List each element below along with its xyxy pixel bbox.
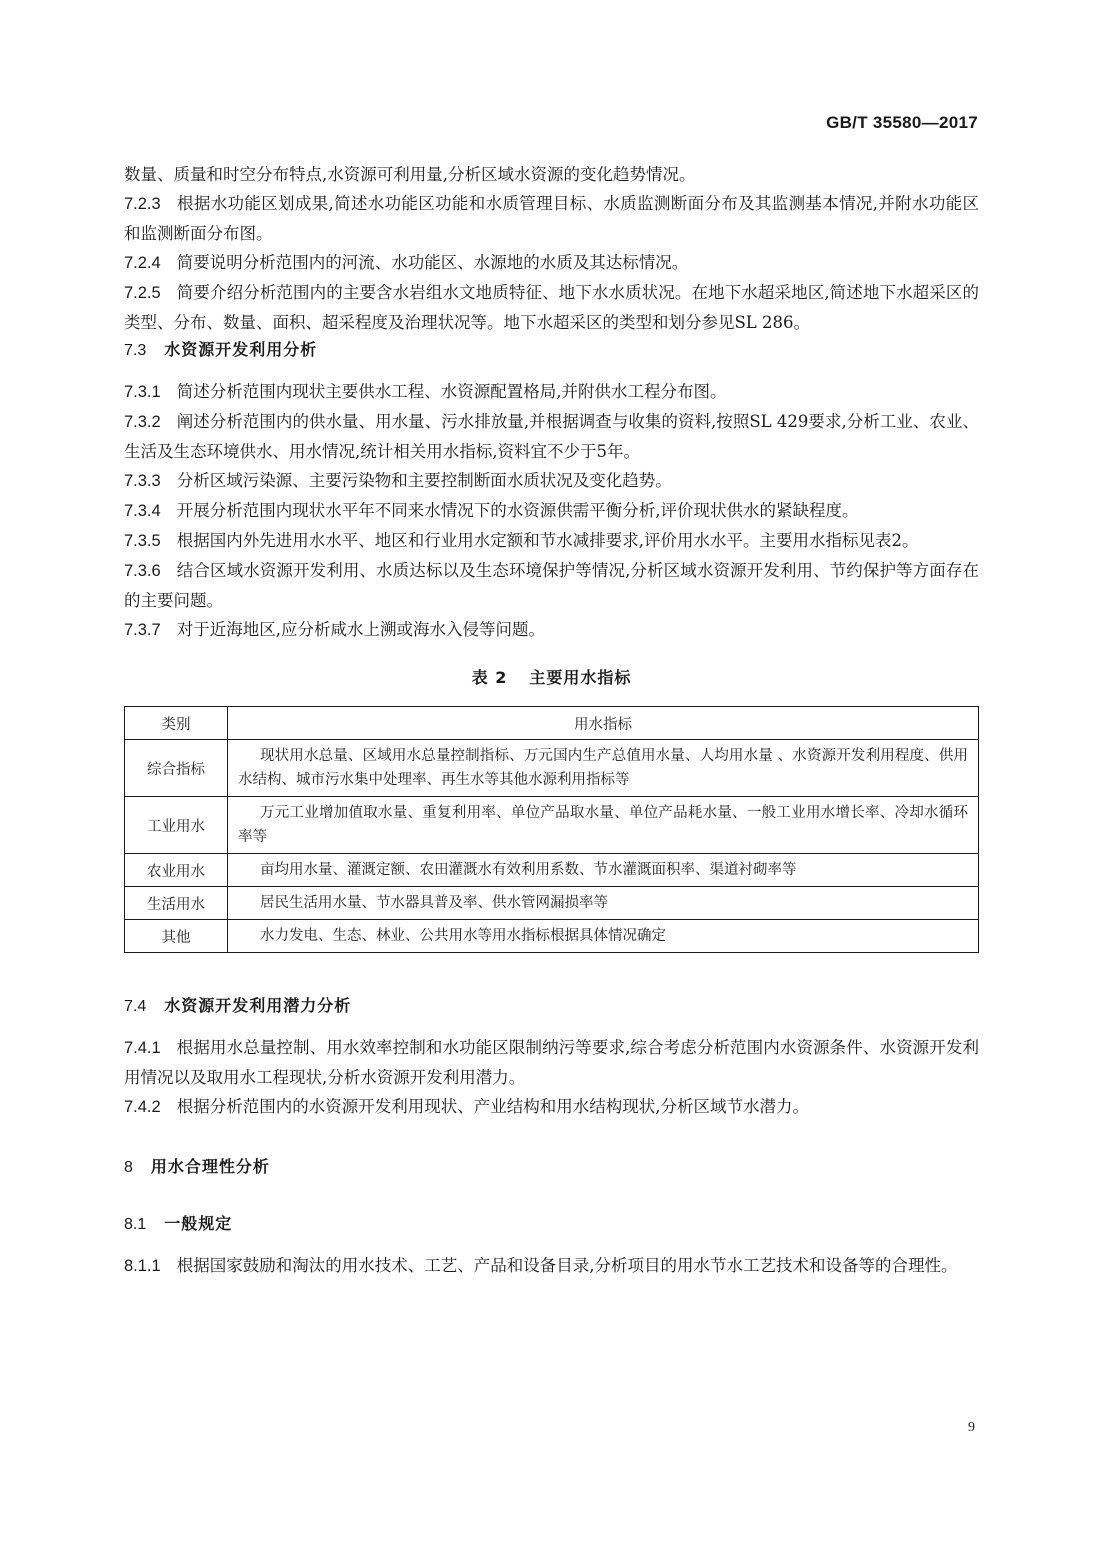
clause-7-3-3 bbox=[124, 466, 979, 496]
column-header-indicators: 用水指标 bbox=[228, 707, 979, 740]
clause-7-2-3 bbox=[124, 189, 979, 248]
clause-text: 根据用水总量控制、用水效率控制和水功能区限制纳污等要求,综合考虑分析范围内水资源条件、水资源开发利用情况以及取用水工程现状,分析水资源开发利用潜力。 bbox=[124, 1038, 979, 1087]
clause-text: 简要介绍分析范围内的主要含水岩组水文地质特征、地下水水质状况。在地下水超采地区,简述地下水超采区的类型、分布、数量、面积、超采程度及治理状况等。地下水超采区的类型和划分参见SL 286。 bbox=[124, 283, 979, 332]
column-header-category: 类别 bbox=[125, 707, 228, 740]
clause-number: 7.2.4 bbox=[124, 254, 161, 272]
category-cell: 其他 bbox=[125, 920, 228, 953]
indicators-cell: 万元工业增加值取水量、重复利用率、单位产品取水量、单位产品耗水量、一般工业用水增长率、冷却水循环率等 bbox=[228, 797, 979, 854]
table-row bbox=[125, 920, 979, 953]
category-cell: 综合指标 bbox=[125, 740, 228, 797]
table-row bbox=[125, 740, 979, 797]
section-heading-7-4 bbox=[124, 993, 979, 1016]
clause-number: 7.4.1 bbox=[124, 1039, 161, 1057]
clause-7-3-1 bbox=[124, 377, 979, 407]
table-number: 表 2 bbox=[471, 668, 508, 687]
section-heading-7-3 bbox=[124, 337, 979, 360]
section-number: 7.3 bbox=[124, 342, 147, 359]
section-number: 8.1 bbox=[124, 1216, 147, 1233]
clause-7-4-1 bbox=[124, 1033, 979, 1092]
clause-text: 开展分析范围内现状水平年不同来水情况下的水资源供需平衡分析,评价现状供水的紧缺程度。 bbox=[176, 501, 859, 520]
clause-number: 7.2.5 bbox=[124, 284, 161, 302]
clause-number: 7.3.2 bbox=[124, 413, 161, 431]
clause-7-3-5 bbox=[124, 526, 979, 556]
table-caption bbox=[124, 665, 979, 688]
paragraph-text: 数量、质量和时空分布特点,水资源可利用量,分析区域水资源的变化趋势情况。 bbox=[124, 165, 696, 184]
clause-text: 阐述分析范围内的供水量、用水量、污水排放量,并根据调查与收集的资料,按照SL 429要求,分析工业、农业、生活及生态环境供水、用水情况,统计相关用水指标,资料宜不少于5年。 bbox=[124, 412, 979, 461]
category-cell: 农业用水 bbox=[125, 854, 228, 887]
clause-7-4-2 bbox=[124, 1092, 979, 1122]
clause-text: 简要说明分析范围内的河流、水功能区、水源地的水质及其达标情况。 bbox=[176, 253, 689, 272]
clause-number: 7.3.3 bbox=[124, 472, 161, 490]
chapter-number: 8 bbox=[124, 1159, 133, 1176]
chapter-title: 用水合理性分析 bbox=[150, 1157, 270, 1176]
clause-text: 根据水功能区划成果,简述水功能区功能和水质管理目标、水质监测断面分布及其监测基本情况,并附水功能区和监测断面分布图。 bbox=[124, 194, 979, 243]
indicators-cell: 亩均用水量、灌溉定额、农田灌溉水有效利用系数、节水灌溉面积率、渠道衬砌率等 bbox=[228, 854, 979, 887]
clause-7-2-4 bbox=[124, 248, 979, 278]
clause-text: 结合区域水资源开发利用、水质达标以及生态环境保护等情况,分析区域水资源开发利用、节约保护等方面存在的主要问题。 bbox=[124, 561, 979, 610]
clause-number: 7.4.2 bbox=[124, 1098, 161, 1116]
table-row bbox=[125, 797, 979, 854]
clause-number: 7.3.7 bbox=[124, 621, 161, 639]
clause-text: 根据国家鼓励和淘汰的用水技术、工艺、产品和设备目录,分析项目的用水节水工艺技术和设备等的合理性。 bbox=[176, 1256, 958, 1275]
standard-code-header: GB/T 35580—2017 bbox=[826, 113, 978, 132]
category-cell: 生活用水 bbox=[125, 887, 228, 920]
clause-number: 7.3.5 bbox=[124, 532, 161, 550]
water-usage-indicator-table bbox=[124, 706, 979, 953]
clause-7-2-5 bbox=[124, 278, 979, 337]
clause-number: 7.3.1 bbox=[124, 383, 161, 401]
clause-number: 7.3.6 bbox=[124, 562, 161, 580]
section-number: 7.4 bbox=[124, 998, 147, 1015]
section-title: 水资源开发利用潜力分析 bbox=[164, 996, 352, 1015]
clause-text: 根据国内外先进用水水平、地区和行业用水定额和节水减排要求,评价用水水平。主要用水指标见表2。 bbox=[176, 531, 919, 550]
section-title: 一般规定 bbox=[164, 1214, 233, 1233]
clause-number: 8.1.1 bbox=[124, 1257, 161, 1275]
table-row bbox=[125, 854, 979, 887]
clause-8-1-1 bbox=[124, 1251, 979, 1281]
clause-7-3-4 bbox=[124, 496, 979, 526]
clause-text: 对于近海地区,应分析咸水上溯或海水入侵等问题。 bbox=[176, 620, 545, 639]
clause-text: 根据分析范围内的水资源开发利用现状、产业结构和用水结构现状,分析区域节水潜力。 bbox=[176, 1097, 809, 1116]
indicators-cell: 现状用水总量、区域用水总量控制指标、万元国内生产总值用水量、人均用水量 、水资源开发利用程度、供用水结构、城市污水集中处理率、再生水等其他水源利用指标等 bbox=[228, 740, 979, 797]
clause-7-3-6 bbox=[124, 556, 979, 615]
page-number: 9 bbox=[968, 1420, 975, 1435]
section-title: 水资源开发利用分析 bbox=[164, 340, 318, 359]
clause-number: 7.3.4 bbox=[124, 502, 161, 520]
indicators-cell: 居民生活用水量、节水器具普及率、供水管网漏损率等 bbox=[228, 887, 979, 920]
clause-text: 简述分析范围内现状主要供水工程、水资源配置格局,并附供水工程分布图。 bbox=[176, 382, 727, 401]
clause-number: 7.2.3 bbox=[124, 195, 161, 213]
document-body bbox=[124, 160, 979, 1281]
table-row bbox=[125, 887, 979, 920]
clause-7-3-2 bbox=[124, 407, 979, 466]
indicators-cell: 水力发电、生态、林业、公共用水等用水指标根据具体情况确定 bbox=[228, 920, 979, 953]
paragraph-continuation bbox=[124, 160, 979, 189]
clause-7-3-7 bbox=[124, 615, 979, 645]
table-header-row bbox=[125, 707, 979, 740]
category-cell: 工业用水 bbox=[125, 797, 228, 854]
clause-text: 分析区域污染源、主要污染物和主要控制断面水质状况及变化趋势。 bbox=[176, 471, 672, 490]
chapter-heading-8 bbox=[124, 1154, 979, 1177]
table-title: 主要用水指标 bbox=[529, 668, 632, 687]
section-heading-8-1 bbox=[124, 1211, 979, 1234]
